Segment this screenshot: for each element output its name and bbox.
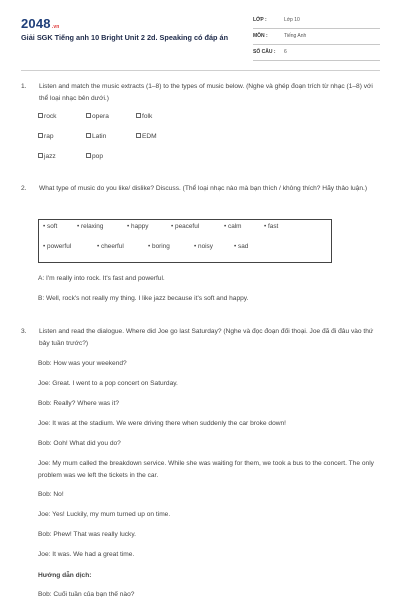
logo-main: 2048 [21,16,51,31]
word-item: • powerful [43,243,72,250]
checkbox-icon[interactable] [38,113,43,118]
option-pop[interactable] [86,153,103,160]
word-item: • fast [264,223,279,230]
word-item: • relaxing [77,223,104,230]
meta-table [253,15,380,63]
meta-value: 6 [284,49,287,55]
dialogue-line: Joe: Great. I went to a pop concert on Saturday. [38,380,178,387]
dialogue-line: Bob: No! [38,491,64,498]
sample-answer-b: B: Well, rock's not really my thing. I like jazz because it's soft and happy. [38,295,249,302]
meta-row-subject [253,31,380,45]
translation-line: Bob: Cuối tuần của bạn thế nào? [38,591,135,598]
meta-label: MÔN : [253,33,268,39]
question-text: What type of music do you like/ dislike? Discuss. (Thể loại nhạc nào mà bạn thích / không thích? Hãy thảo luận.) [39,185,368,192]
word-item: • peaceful [171,223,200,230]
question-number: 1. [21,83,27,90]
word-item: • soft [43,223,58,230]
option-jazz[interactable] [38,153,56,160]
checkbox-icon[interactable] [136,113,141,118]
meta-label: SỐ CÂU : [253,49,276,55]
option-label: jazz [44,153,56,160]
option-label: pop [92,153,104,160]
dialogue-line: Joe: Yes! Luckily, my mum turned up on time. [38,511,171,518]
word-item: • calm [224,223,242,230]
word-item: • sad [234,243,249,250]
meta-value: Lớp 10 [284,17,300,23]
checkbox-icon[interactable] [86,113,91,118]
checkbox-icon[interactable] [38,133,43,138]
word-item: • cheerful [97,243,124,250]
option-label: rock [44,113,57,120]
question-text: Listen and read the dialogue. Where did Joe go last Saturday? (Nghe và đọc đoạn đối thoại. Joe đã đi đâu vào thứ bảy tuần trước?) [39,328,374,347]
option-latin[interactable] [86,133,106,140]
dialogue-line: Bob: How was your weekend? [38,360,127,367]
option-folk[interactable] [136,113,152,120]
header-divider [21,70,380,71]
dialogue-line: Joe: My mum called the breakdown service. While she was waiting for them, we took a bus to the concert. The only problem was we left the tickets in the car. [38,460,374,479]
dialogue-line: Joe: It was. We had a great time. [38,551,135,558]
option-label: Latin [92,133,107,140]
dialogue-line: Bob: Really? Where was it? [38,400,119,407]
dialogue-line: Bob: Ooh! What did you do? [38,440,121,447]
page-header [0,0,400,66]
checkbox-icon[interactable] [86,153,91,158]
logo-tld: .vn [51,24,60,30]
checkbox-icon[interactable] [136,133,141,138]
checkbox-icon[interactable] [86,133,91,138]
option-label: EDM [142,133,157,140]
question-number: 3. [21,328,27,335]
translation-heading: Hướng dẫn dịch: [38,572,92,579]
option-label: rap [44,133,54,140]
option-rap[interactable] [38,133,54,140]
dialogue-line: Joe: It was at the stadium. We were driving there when suddenly the car broke down! [38,420,287,427]
option-edm[interactable] [136,133,157,140]
word-item: • happy [127,223,149,230]
sample-answer-a: A: I'm really into rock. It's fast and powerful. [38,275,165,282]
site-logo[interactable] [21,16,60,31]
question-text: Listen and match the music extracts (1–8) to the types of music below. (Nghe và ghép đoạn trích từ nhạc (1–8) với thể loại nhạc bên dưới.) [39,83,373,102]
checkbox-icon[interactable] [38,153,43,158]
option-label: opera [92,113,109,120]
word-item: • noisy [194,243,213,250]
word-item: • boring [148,243,170,250]
adjective-word-box [38,219,332,263]
dialogue-line: Bob: Phew! That was really lucky. [38,531,136,538]
meta-row-class [253,15,380,29]
option-opera[interactable] [86,113,109,120]
option-rock[interactable] [38,113,56,120]
meta-row-count [253,47,380,61]
meta-value: Tiếng Anh [284,33,307,39]
meta-label: LỚP : [253,17,267,23]
page-title: Giải SGK Tiếng anh 10 Bright Unit 2 2d. Speaking có đáp án [21,33,229,42]
question-number: 2. [21,185,27,192]
option-label: folk [142,113,153,120]
